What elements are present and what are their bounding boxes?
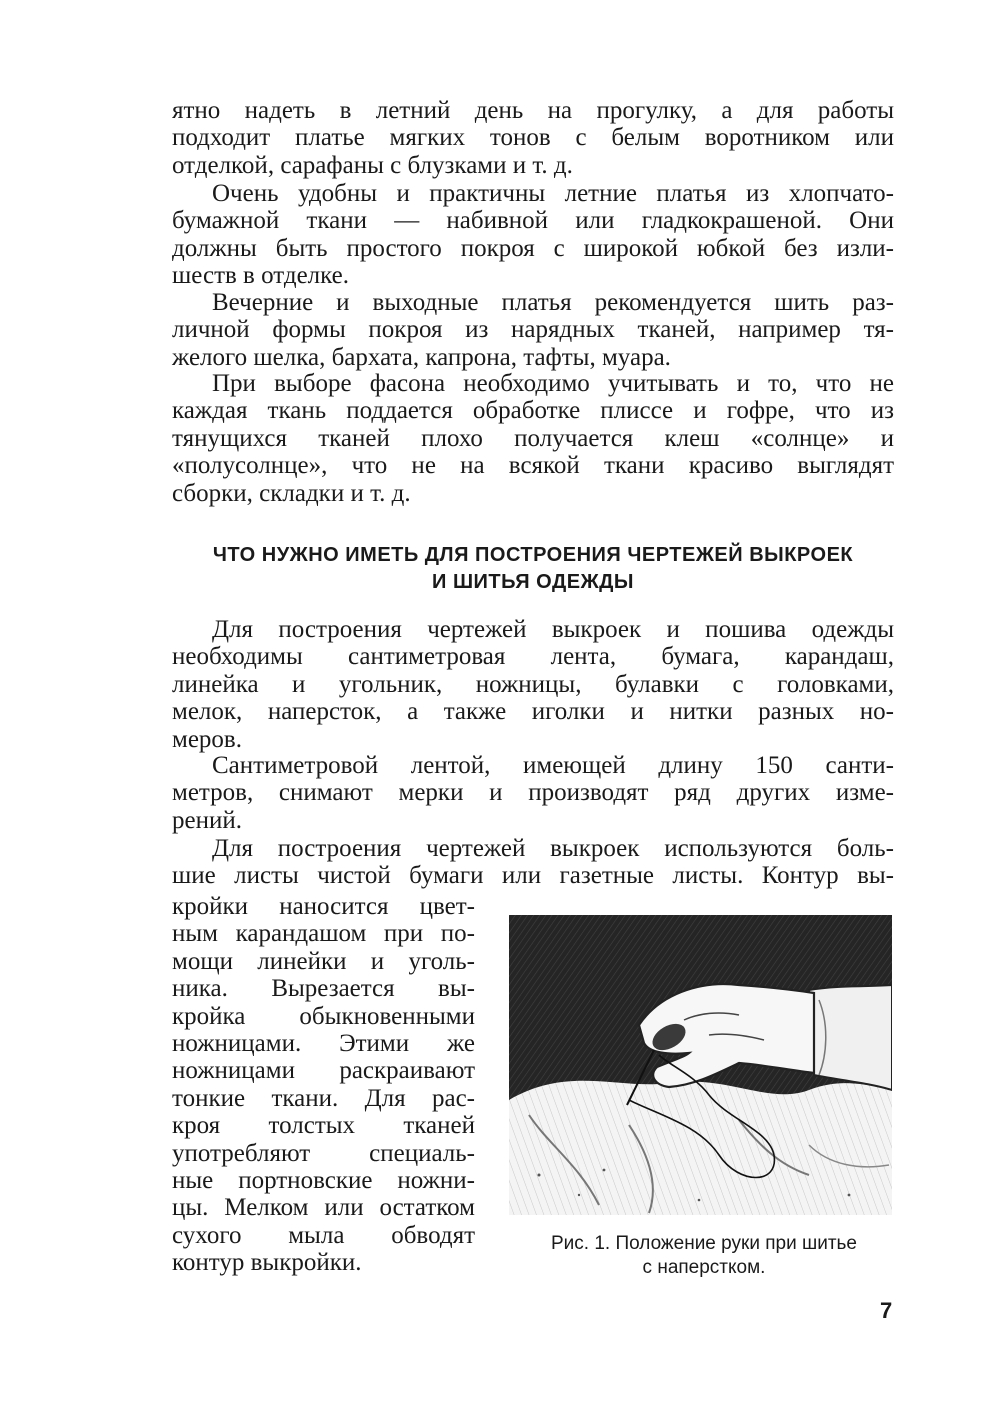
text-line: ные портновские ножни- [172,1167,475,1195]
text-line: кройки наносится цвет- [172,893,475,920]
paragraph-2 [172,180,894,290]
text-line: личной формы покроя из нарядных тканей, например тя- [172,316,894,344]
heading-line-2: И ШИТЬЯ ОДЕЖДЫ [432,571,634,593]
paragraph-1 [172,97,894,179]
text-line: контур выкройки. [172,1249,362,1277]
text-line: подходит платье мягких тонов с белым воротником или [172,124,894,152]
text-line: кройка обыкновенными [172,1002,475,1030]
text-line: тянущихся тканей плохо получается клеш «солнце» и [172,424,894,452]
figure-caption [509,1232,899,1280]
text-line: должны быть простого покроя с широкой юбкой без изли- [172,234,894,262]
paragraph-4 [172,370,894,507]
text-line: каждая ткань поддается обработке плиссе и гофре, что из [172,397,894,425]
text-line: шие листы чистой бумаги или газетные листы. Контур вы- [172,862,894,890]
text-line: ным карандашом при по- [172,920,475,948]
figure-hand-sewing-illustration [509,915,892,1215]
text-line: ятно надеть в летний день на прогулку, а для работы [172,97,894,124]
paragraph-5 [172,616,894,753]
text-line: бумажной ткани — набивной или гладкокрашеной. Они [172,207,894,235]
text-line: желого шелка, бархата, капрона, тафты, муара. [172,343,671,371]
text-line: Вечерние и выходные платья рекомендуется шить раз- [212,289,894,316]
text-line: Сантиметровой лентой, имеющей длину 150 санти- [212,752,894,779]
text-line: ника. Вырезается вы- [172,975,475,1003]
text-line: шеств в отделке. [172,262,350,290]
paragraph-7 [172,835,894,890]
page-number: 7 [880,1298,893,1323]
text-line: ножницами раскраивают [172,1057,475,1085]
heading-line-1: ЧТО НУЖНО ИМЕТЬ ДЛЯ ПОСТРОЕНИЯ ЧЕРТЕЖЕЙ ВЫКРОЕК [212,544,854,566]
text-line: необходимы сантиметровая лента, бумага, карандаш, [172,643,894,671]
text-line: сборки, складки и т. д. [172,479,411,507]
text-line: метров, снимают мерки и производят ряд других изме- [172,779,894,807]
text-line: сухого мыла обводят [172,1221,475,1249]
caption-line-1: Рис. 1. Положение руки при шитье [551,1233,857,1254]
text-line: мелок, наперсток, а также иголки и нитки разных но- [172,698,894,726]
text-line: Очень удобны и практичны летние платья из хлопчато- [212,180,894,207]
paragraph-7-column [172,893,475,1277]
paragraph-6 [172,752,894,834]
text-line: линейка и угольник, ножницы, булавки с головками, [172,670,894,698]
text-line: Для построения чертежей выкроек используются боль- [212,835,894,862]
section-heading [172,542,894,596]
caption-line-2: с наперстком. [642,1257,766,1278]
paragraph-3 [172,289,894,371]
text-line: цы. Мелком или остатком [172,1194,475,1222]
text-line: кроя толстых тканей [172,1112,475,1140]
text-line: употребляют специаль- [172,1139,475,1167]
text-line: мощи линейки и уголь- [172,947,475,975]
text-line: ножницами. Этими же [172,1030,475,1058]
text-line: отделкой, сарафаны с блузками и т. д. [172,151,573,179]
text-line: рений. [172,806,242,834]
text-line: При выборе фасона необходимо учитывать и то, что не [212,370,894,397]
text-line: Для построения чертежей выкроек и пошива одежды [212,616,894,643]
text-line: «полусолнце», что не на всякой ткани красиво выглядят [172,452,894,480]
text-line: тонкие ткани. Для рас- [172,1084,475,1112]
text-line: меров. [172,725,242,753]
hand-with-thimble-illustration [509,915,892,1215]
